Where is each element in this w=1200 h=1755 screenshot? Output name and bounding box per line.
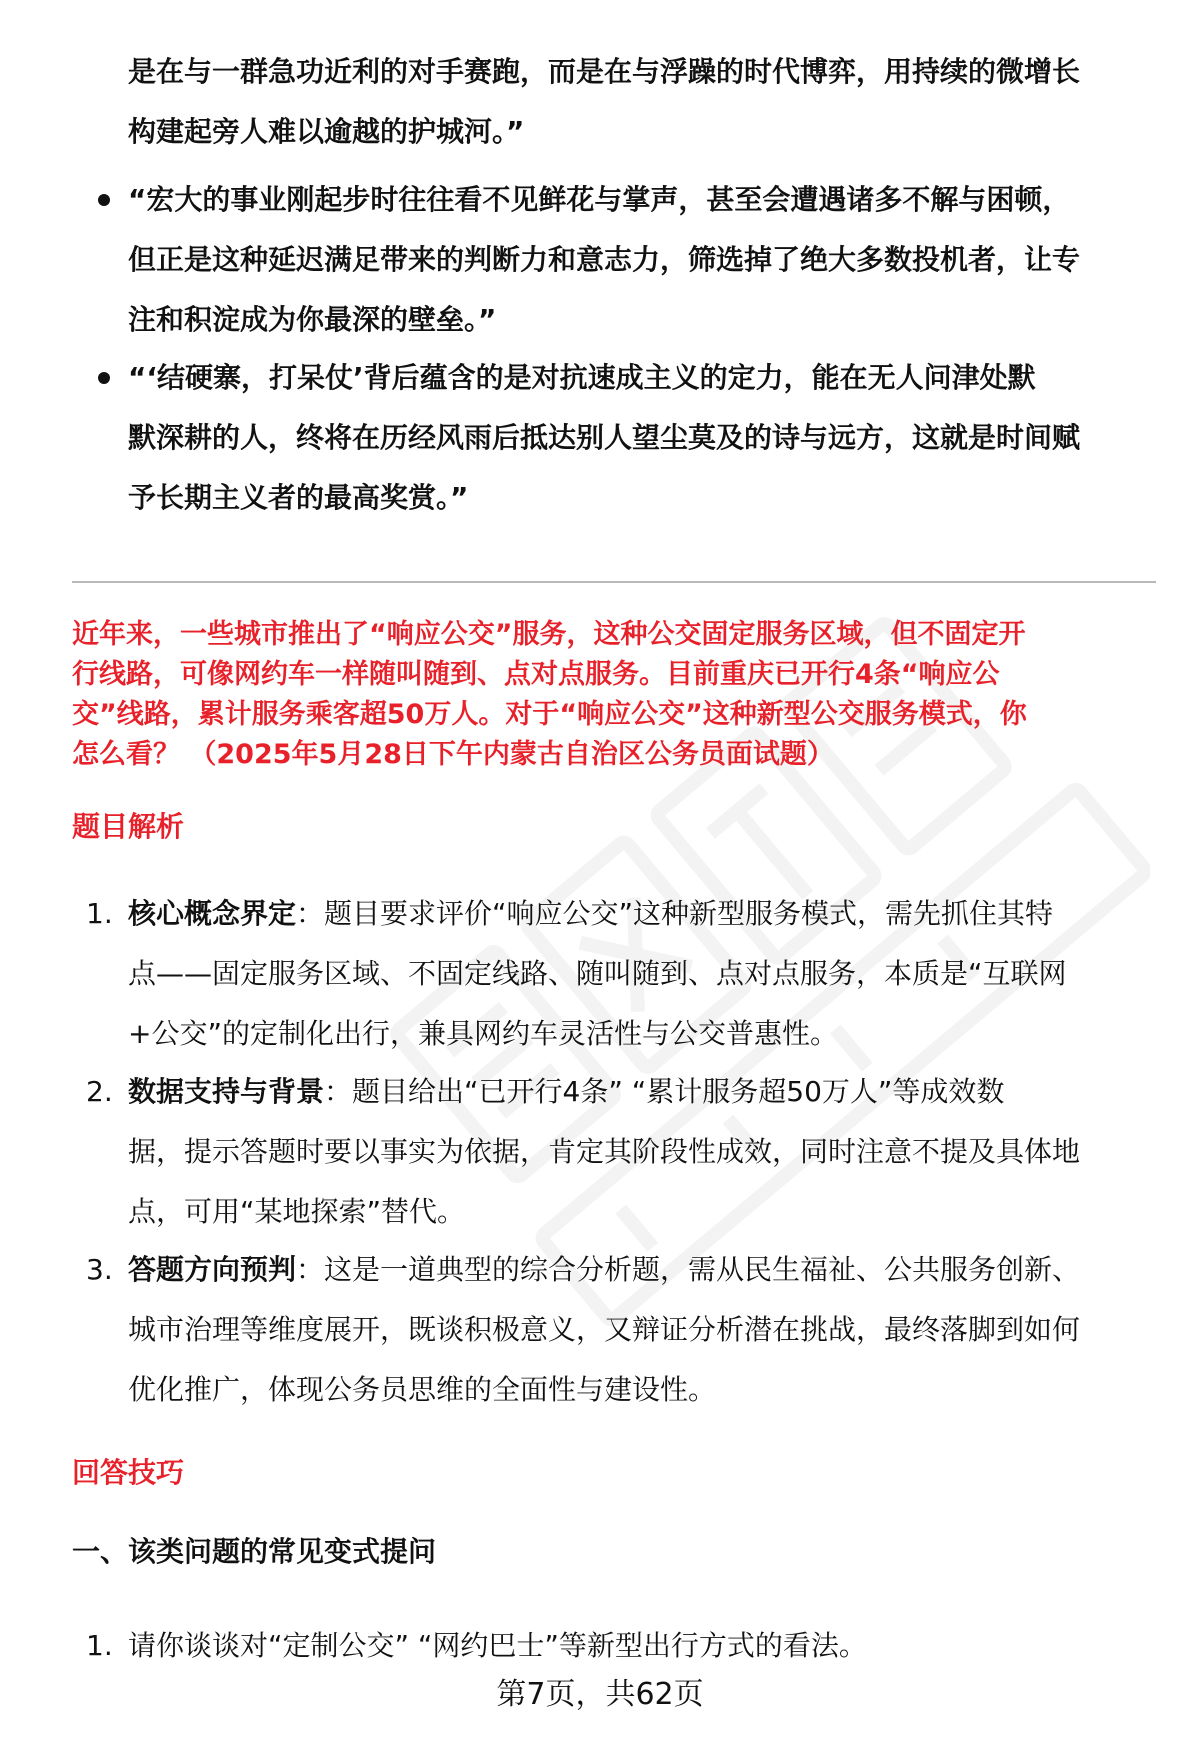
text-line: +公交”的定制化出行，兼具网约车灵活性与公交普惠性。	[128, 1017, 838, 1050]
text-line: 注和积淀成为你最深的壁垒。”	[128, 303, 497, 336]
item-text: ：这是一道典型的综合分析题，需从民生福祉、公共服务创新、	[296, 1253, 1081, 1286]
analysis-item	[86, 1240, 1148, 1420]
text-line: 默深耕的人，终将在历经风雨后抵达别人望尘莫及的诗与远方，这就是时间赋	[128, 421, 1081, 454]
page-footer: 第7页，共62页	[496, 1677, 704, 1712]
item-term: 数据支持与背景	[128, 1075, 325, 1108]
text-line: 点——固定服务区域、不固定线路、随叫随到、点对点服务，本质是“互联网	[128, 957, 1067, 990]
item-number: 2.	[86, 1075, 113, 1108]
item-text: ：题目给出“已开行4条” “累计服务超50万人”等成效数	[324, 1075, 1005, 1108]
item-number: 1.	[86, 897, 113, 930]
quote-bullet	[128, 348, 1138, 528]
text-line: 但正是这种延迟满足带来的判断力和意志力，筛选掉了绝大多数投机者，让专	[128, 243, 1081, 276]
text-line: 近年来，一些城市推出了“响应公交”服务，这种公交固定服务区域，但不固定开	[72, 619, 1026, 650]
text-line: 据，提示答题时要以事实为依据，肯定其阶段性成效，同时注意不提及具体地	[128, 1135, 1081, 1168]
text-line: 请你谈谈对“定制公交” “网约巴士”等新型出行方式的看法。	[128, 1629, 867, 1662]
item-text: ：题目要求评价“响应公交”这种新型服务模式，需先抓住其特	[296, 897, 1054, 930]
tips-heading: 回答技巧	[72, 1456, 185, 1489]
analysis-item	[86, 1062, 1148, 1242]
text-line: 怎么看？ （2025年5月28日下午内蒙古自治区公务员面试题）	[72, 739, 834, 770]
item-number: 1.	[86, 1629, 113, 1662]
exam-question	[72, 615, 1162, 775]
text-line	[128, 884, 1148, 944]
item-number: 3.	[86, 1253, 113, 1286]
previous-quote-continuation	[128, 42, 1138, 162]
section-divider	[72, 581, 1156, 583]
text-line: 予长期主义者的最高奖赏。”	[128, 481, 469, 514]
item-term: 答题方向预判	[128, 1253, 297, 1286]
text-line: 是在与一群急功近利的对手赛跑，而是在与浮躁的时代博弈，用持续的微增长	[128, 55, 1081, 88]
item-term: 核心概念界定	[128, 897, 297, 930]
text-line: 行线路，可像网约车一样随叫随到、点对点服务。目前重庆已开行4条“响应公	[72, 659, 1000, 690]
quote-bullet	[128, 170, 1138, 350]
text-line	[128, 1240, 1148, 1300]
text-line: 构建起旁人难以逾越的护城河。”	[128, 115, 525, 148]
variant-heading: 一、该类问题的常见变式提问	[72, 1535, 437, 1568]
text-line: 优化推广，体现公务员思维的全面性与建设性。	[128, 1373, 717, 1406]
text-line	[128, 1062, 1148, 1122]
bullet-dot-icon	[98, 372, 110, 384]
text-line: “‘结硬寨，打呆仗’背后蕴含的是对抗速成主义的定力，能在无人问津处默	[128, 361, 1036, 394]
text-line: 交”线路，累计服务乘客超50万人。对于“响应公交”这种新型公交服务模式，你	[72, 699, 1027, 730]
text-line: 点，可用“某地探索”替代。	[128, 1195, 466, 1228]
variant-item	[86, 1616, 1148, 1676]
text-line: “宏大的事业刚起步时往往看不见鲜花与掌声，甚至会遭遇诸多不解与困顿，	[128, 183, 1071, 216]
analysis-heading: 题目解析	[72, 810, 185, 843]
analysis-item	[86, 884, 1148, 1064]
bullet-dot-icon	[98, 194, 110, 206]
text-line: 城市治理等维度展开，既谈积极意义，又辩证分析潜在挑战，最终落脚到如何	[128, 1313, 1081, 1346]
